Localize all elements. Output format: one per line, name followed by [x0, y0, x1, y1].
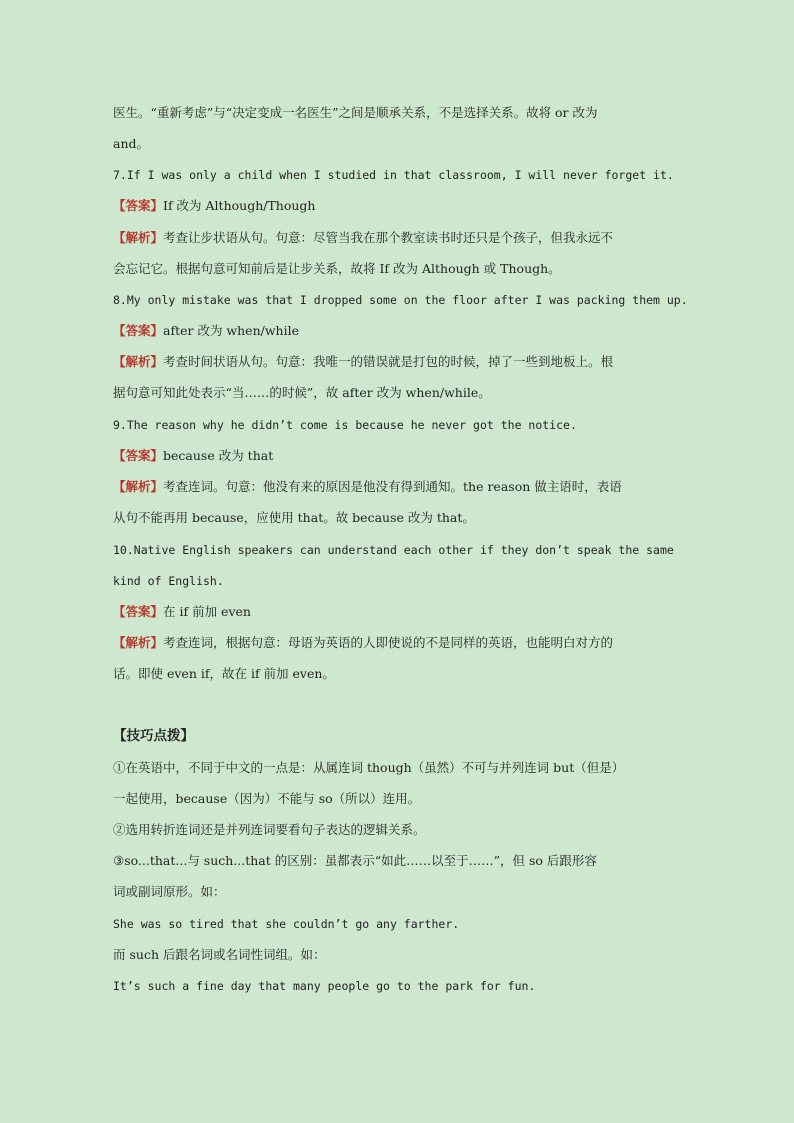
tip-2: ②选用转折连词还是并列连词要看句子表达的逻辑关系。 [113, 822, 426, 837]
text-line: 话。即使 even if，故在 if 前加 even。 [113, 666, 335, 681]
explanation-text: 考查连词。句意：他没有来的原因是他没有得到通知。the reason 做主语时，表语 [163, 479, 622, 494]
explanation-label: 【解析】 [113, 230, 164, 245]
explanation-label: 【解析】 [113, 635, 164, 650]
question-10: 10.Native English speakers can understand each other if they don’t speak the same [113, 543, 674, 557]
text-line: 据句意可知此处表示“当……的时候”，故 after 改为 when/while。 [113, 385, 491, 400]
text-line: and。 [113, 136, 150, 151]
question-9: 9.The reason why he didn’t come is because he never got the notice. [113, 418, 577, 432]
text-line: 会忘记它。根据句意可知前后是让步关系，故将 If 改为 Although 或 Though。 [113, 261, 561, 276]
explanation-text: 考查时间状语从句。句意：我唯一的错误就是打包的时候，掉了一些到地板上。根 [163, 354, 614, 369]
explanation-9 [113, 478, 683, 496]
example-sentence-2: It’s such a fine day that many people go to the park for fun. [113, 979, 536, 993]
explanation-label: 【解析】 [113, 479, 164, 494]
answer-label: 【答案】 [113, 198, 164, 213]
answer-label: 【答案】 [113, 604, 164, 619]
example-sentence-1: She was so tired that she couldn’t go any farther. [113, 917, 460, 931]
answer-label: 【答案】 [113, 448, 164, 463]
tip-3-cont: 词或副词原形。如： [113, 884, 226, 899]
tip-1: ①在英语中，不同于中文的一点是：从属连词 though（虽然）不可与并列连词 but（但是） [113, 760, 625, 775]
answer-label: 【答案】 [113, 323, 164, 338]
tip-3: ③so...that...与 such...that 的区别：虽都表示“如此……以至于……”，但 so 后跟形容 [113, 853, 597, 868]
answer-10 [113, 603, 683, 621]
explanation-8 [113, 353, 683, 371]
tips-heading: 【技巧点拨】 [113, 728, 194, 744]
answer-7 [113, 197, 683, 215]
tip-3-cont: 而 such 后跟名词或名词性词组。如： [113, 947, 326, 962]
explanation-7 [113, 229, 683, 247]
answer-text: after 改为 when/while [163, 323, 299, 338]
question-8: 8.My only mistake was that I dropped some on the floor after I was packing them up. [113, 293, 688, 307]
text-line: 医生。“重新考虑”与“决定变成一名医生”之间是顺承关系，不是选择关系。故将 or 改为 [113, 105, 598, 120]
explanation-text: 考查让步状语从句。句意：尽管当我在那个教室读书时还只是个孩子，但我永远不 [163, 230, 614, 245]
answer-text: because 改为 that [163, 448, 274, 463]
answer-text: If 改为 Although/Though [163, 198, 316, 213]
explanation-text: 考查连词，根据句意：母语为英语的人即使说的不是同样的英语，也能明白对方的 [163, 635, 614, 650]
answer-9 [113, 447, 683, 465]
explanation-10 [113, 634, 683, 652]
answer-text: 在 if 前加 even [163, 604, 251, 619]
text-line: 从句不能再用 because，应使用 that。故 because 改为 that。 [113, 510, 475, 525]
question-7: 7.If I was only a child when I studied in that classroom, I will never forget it. [113, 168, 674, 182]
tip-1-cont: 一起使用，because（因为）不能与 so（所以）连用。 [113, 791, 421, 806]
answer-8 [113, 322, 683, 340]
explanation-label: 【解析】 [113, 354, 164, 369]
question-10-cont: kind of English. [113, 574, 224, 588]
